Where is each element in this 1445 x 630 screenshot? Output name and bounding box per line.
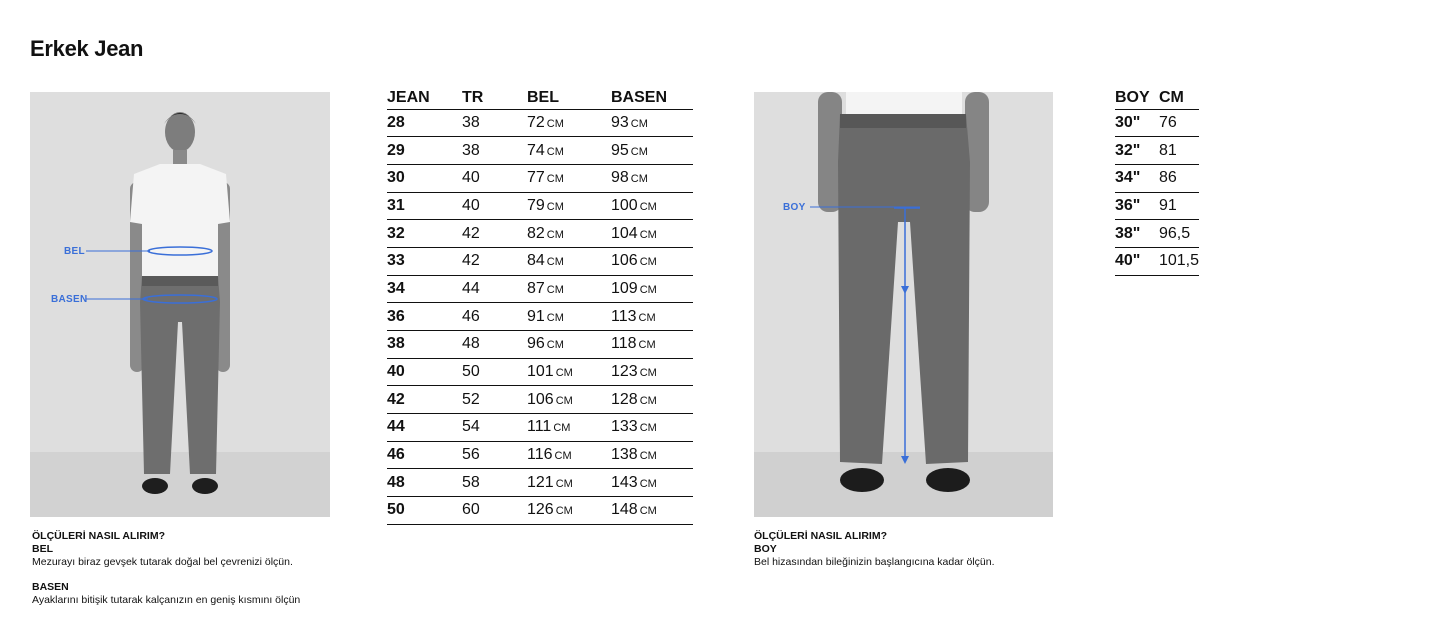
table-row <box>387 220 693 248</box>
tr-size: 42 <box>462 220 527 248</box>
cm-value: 86 <box>1159 164 1199 192</box>
tr-size: 38 <box>462 109 527 137</box>
table-row <box>387 275 693 303</box>
jean-size: 44 <box>387 414 462 442</box>
unit-label: CM <box>639 283 657 296</box>
basen-value: 106 CM <box>611 247 693 275</box>
unit-label: CM <box>638 339 656 352</box>
basen-value: 118 CM <box>611 331 693 359</box>
jean-size: 38 <box>387 331 462 359</box>
unit-label: CM <box>555 394 573 407</box>
unit-label: CM <box>639 200 657 213</box>
tr-size: 50 <box>462 358 527 386</box>
header-tr: TR <box>462 88 527 109</box>
basen-value: 109 CM <box>611 275 693 303</box>
bel-value: 111 CM <box>527 414 611 442</box>
bel-value: 84 CM <box>527 247 611 275</box>
tr-size: 40 <box>462 164 527 192</box>
bel-value: 91 CM <box>527 303 611 331</box>
jean-size: 46 <box>387 441 462 469</box>
bel-value: 106 CM <box>527 386 611 414</box>
boy-size: 40" <box>1115 247 1159 275</box>
cm-value: 76 <box>1159 109 1199 137</box>
bel-value: 121 CM <box>527 469 611 497</box>
bel-value: 101 CM <box>527 358 611 386</box>
bel-value: 79 CM <box>527 192 611 220</box>
table-row <box>1115 164 1199 192</box>
basen-marker-label: BASEN <box>51 294 88 305</box>
table-row <box>1115 109 1199 137</box>
table-row <box>1115 192 1199 220</box>
jean-size: 50 <box>387 497 462 525</box>
unit-label: CM <box>639 394 657 407</box>
boy-title: BOY <box>754 543 777 555</box>
unit-label: CM <box>630 173 648 186</box>
table-row <box>1115 137 1199 165</box>
unit-label: CM <box>546 283 564 296</box>
table-row <box>387 497 693 525</box>
boy-size: 34" <box>1115 164 1159 192</box>
cm-value: 96,5 <box>1159 220 1199 248</box>
tr-size: 60 <box>462 497 527 525</box>
table-row <box>387 247 693 275</box>
basen-value: 95 CM <box>611 137 693 165</box>
bel-value: 74 CM <box>527 137 611 165</box>
tr-size: 40 <box>462 192 527 220</box>
unit-label: CM <box>553 422 571 435</box>
unit-label: CM <box>639 477 657 490</box>
tr-size: 48 <box>462 331 527 359</box>
boy-size: 30" <box>1115 109 1159 137</box>
bel-value: 72 CM <box>527 109 611 137</box>
header-jean: JEAN <box>387 88 462 109</box>
basen-value: 128 CM <box>611 386 693 414</box>
howto-heading: ÖLÇÜLERİ NASIL ALIRIM? <box>754 530 887 542</box>
jean-size: 48 <box>387 469 462 497</box>
basen-value: 143 CM <box>611 469 693 497</box>
cm-value: 101,5 <box>1159 247 1199 275</box>
header-basen: BASEN <box>611 88 693 109</box>
bel-value: 96 CM <box>527 331 611 359</box>
table-header-row <box>1115 88 1199 109</box>
header-cm: CM <box>1159 88 1199 109</box>
unit-label: CM <box>555 367 573 380</box>
unit-label: CM <box>546 228 564 241</box>
basen-instruction: Ayaklarını bitişik tutarak kalçanızın en geniş kısmını ölçün <box>32 594 301 606</box>
cm-value: 91 <box>1159 192 1199 220</box>
howto-waist-hip <box>32 530 300 607</box>
boy-instruction: Bel hizasından bileğinizin başlangıcına kadar ölçün. <box>754 556 995 568</box>
bel-value: 77 CM <box>527 164 611 192</box>
basen-value: 138 CM <box>611 441 693 469</box>
tr-size: 46 <box>462 303 527 331</box>
boy-size: 32" <box>1115 137 1159 165</box>
unit-label: CM <box>639 422 657 435</box>
jean-size-table <box>387 88 693 525</box>
jean-size: 28 <box>387 109 462 137</box>
bel-marker-label: BEL <box>64 246 85 257</box>
table-row <box>1115 247 1199 275</box>
unit-label: CM <box>630 145 648 158</box>
table-row <box>387 358 693 386</box>
tr-size: 42 <box>462 247 527 275</box>
basen-title: BASEN <box>32 581 69 593</box>
howto-length <box>754 530 995 569</box>
jean-size: 36 <box>387 303 462 331</box>
page-title: Erkek Jean <box>30 36 144 61</box>
bel-value: 82 CM <box>527 220 611 248</box>
table-row <box>387 164 693 192</box>
tr-size: 52 <box>462 386 527 414</box>
bel-value: 126 CM <box>527 497 611 525</box>
unit-label: CM <box>546 200 564 213</box>
leg-model-photo <box>754 92 1053 517</box>
header-bel: BEL <box>527 88 611 109</box>
boy-size: 36" <box>1115 192 1159 220</box>
table-row <box>387 192 693 220</box>
jean-size: 31 <box>387 192 462 220</box>
tr-size: 54 <box>462 414 527 442</box>
boy-marker-label: BOY <box>783 202 806 213</box>
tr-size: 56 <box>462 441 527 469</box>
table-row <box>387 469 693 497</box>
basen-value: 123 CM <box>611 358 693 386</box>
basen-value: 93 CM <box>611 109 693 137</box>
jean-size: 34 <box>387 275 462 303</box>
jean-size: 40 <box>387 358 462 386</box>
tr-size: 58 <box>462 469 527 497</box>
bel-value: 116 CM <box>527 441 611 469</box>
jean-size: 32 <box>387 220 462 248</box>
basen-value: 133 CM <box>611 414 693 442</box>
cm-value: 81 <box>1159 137 1199 165</box>
tr-size: 38 <box>462 137 527 165</box>
unit-label: CM <box>639 228 657 241</box>
basen-value: 100 CM <box>611 192 693 220</box>
unit-label: CM <box>546 117 564 130</box>
basen-value: 104 CM <box>611 220 693 248</box>
jean-size: 33 <box>387 247 462 275</box>
unit-label: CM <box>554 450 572 463</box>
unit-label: CM <box>639 505 657 518</box>
unit-label: CM <box>638 311 656 324</box>
unit-label: CM <box>555 477 573 490</box>
bel-title: BEL <box>32 543 53 555</box>
unit-label: CM <box>546 339 564 352</box>
table-row <box>387 331 693 359</box>
unit-label: CM <box>546 311 564 324</box>
basen-value: 113 CM <box>611 303 693 331</box>
howto-heading: ÖLÇÜLERİ NASIL ALIRIM? <box>32 530 165 542</box>
unit-label: CM <box>546 145 564 158</box>
table-row <box>387 441 693 469</box>
bel-value: 87 CM <box>527 275 611 303</box>
front-model-photo <box>30 92 330 517</box>
boy-size: 38" <box>1115 220 1159 248</box>
tr-size: 44 <box>462 275 527 303</box>
table-row <box>387 386 693 414</box>
table-row <box>1115 220 1199 248</box>
unit-label: CM <box>555 505 573 518</box>
boy-size-table <box>1115 88 1199 276</box>
jean-size: 30 <box>387 164 462 192</box>
table-row <box>387 303 693 331</box>
bel-instruction: Mezurayı biraz gevşek tutarak doğal bel çevrenizi ölçün. <box>32 556 293 568</box>
unit-label: CM <box>546 256 564 269</box>
basen-value: 98 CM <box>611 164 693 192</box>
table-row <box>387 137 693 165</box>
jean-size: 42 <box>387 386 462 414</box>
table-row <box>387 109 693 137</box>
header-boy: BOY <box>1115 88 1159 109</box>
table-row <box>387 414 693 442</box>
unit-label: CM <box>546 173 564 186</box>
jean-size: 29 <box>387 137 462 165</box>
table-header-row <box>387 88 693 109</box>
unit-label: CM <box>639 256 657 269</box>
unit-label: CM <box>630 117 648 130</box>
basen-value: 148 CM <box>611 497 693 525</box>
unit-label: CM <box>639 450 657 463</box>
unit-label: CM <box>639 367 657 380</box>
